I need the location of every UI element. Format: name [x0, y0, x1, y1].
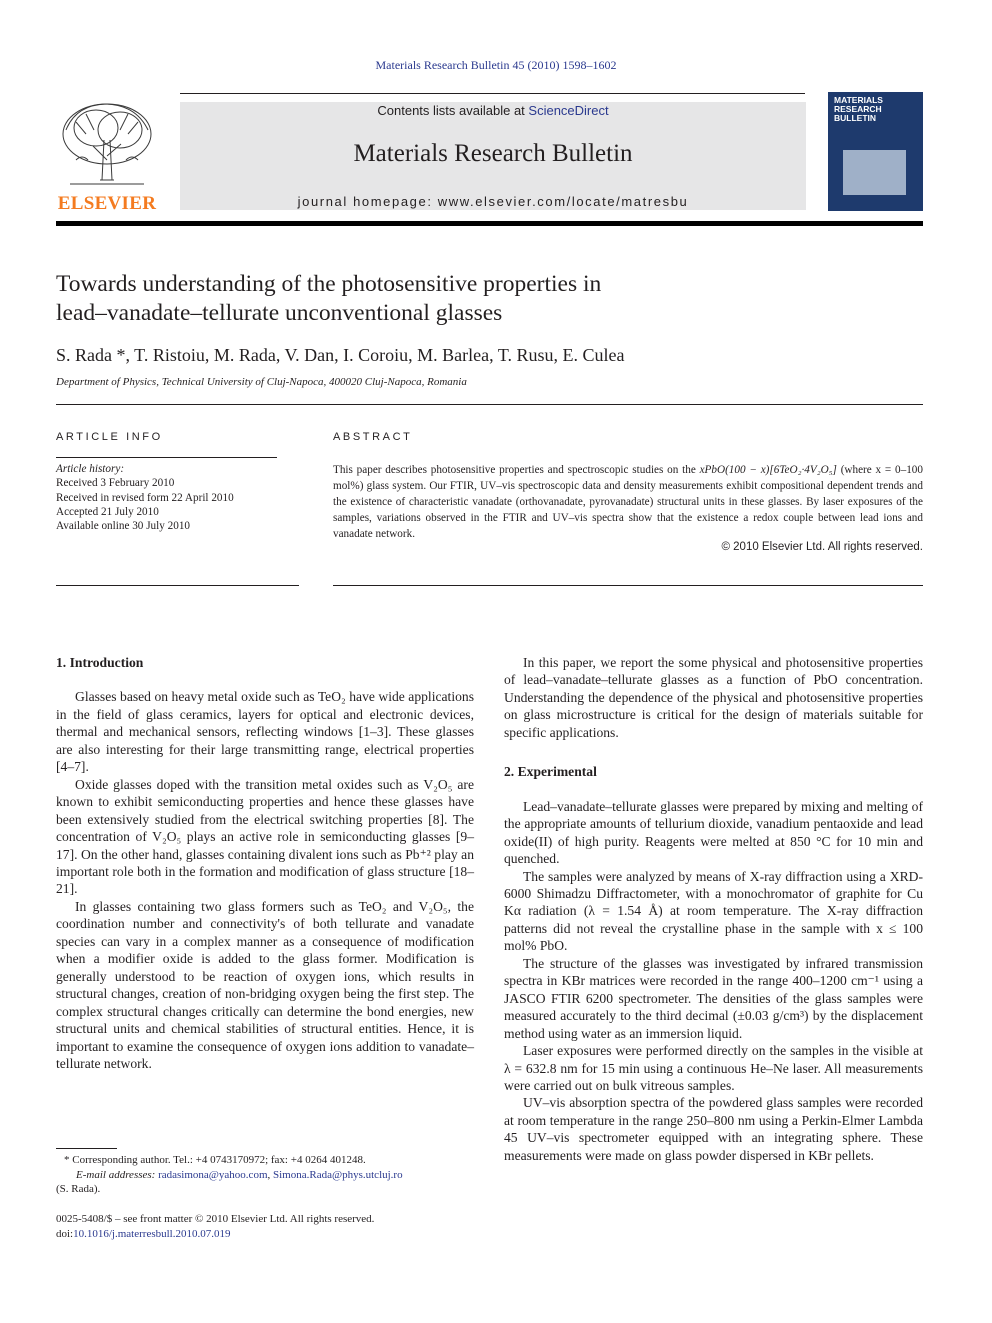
- abstract-copyright: © 2010 Elsevier Ltd. All rights reserved.: [721, 541, 923, 553]
- elsevier-tree-logo: [56, 100, 158, 192]
- received-date: Received 3 February 2010: [56, 477, 175, 490]
- publisher-logo-text: ELSEVIER: [57, 193, 157, 214]
- doi-link[interactable]: 10.1016/j.materresbull.2010.07.019: [73, 1227, 231, 1240]
- online-date: Available online 30 July 2010: [56, 520, 191, 533]
- footnote-name: (S. Rada).: [56, 1183, 101, 1195]
- divider: [56, 404, 923, 405]
- email-separator: ,: [267, 1168, 273, 1181]
- accepted-date: Accepted 21 July 2010: [56, 505, 159, 518]
- issn-line: 0025-5408/$ – see front matter © 2010 Elsevier Ltd. All rights reserved.: [56, 1213, 375, 1225]
- cover-title-line: BULLETIN: [834, 113, 877, 123]
- header-rule: [180, 93, 805, 94]
- doi-line: [56, 1227, 556, 1242]
- paragraph: Laser exposures were performed directly on the samples in the visible at λ = 632.8 nm for 15 min using a continuous He–Ne laser. All measurements were carried out on bulk vitreous samples.: [504, 1043, 923, 1093]
- email-label: E-mail addresses:: [76, 1168, 159, 1181]
- article-title-line: Towards understanding of the photosensitive properties in: [56, 271, 602, 297]
- cover-title: [834, 96, 918, 123]
- contents-prefix: Contents lists available at: [377, 103, 529, 118]
- journal-homepage[interactable]: journal homepage: www.elsevier.com/locate/matresbu: [297, 194, 689, 209]
- history-label: Article history:: [56, 463, 125, 475]
- affiliation: Department of Physics, Technical University of Cluj-Napoca, 400020 Cluj-Napoca, Romania: [56, 376, 467, 388]
- paragraph: UV–vis absorption spectra of the powdered glass samples were recorded at room temperature in the range 250–800 nm using a Perkin-Elmer Lambda 45 UV–vis spectrometer equipped with an integrating sphere. These measurements were made on glass powder dispersed in KBr pellets.: [504, 1095, 923, 1163]
- email-link[interactable]: radasimona@yahoo.com: [158, 1168, 268, 1181]
- cover-image: [843, 150, 906, 195]
- journal-reference[interactable]: Materials Research Bulletin 45 (2010) 1598–1602: [375, 58, 617, 72]
- cover-title-line: RESEARCH: [834, 104, 882, 114]
- divider: [56, 457, 277, 458]
- footnote-rule: [56, 1148, 117, 1149]
- paragraph: Oxide glasses doped with the transition metal oxides such as V₂O₅ are known to exhibit semiconducting properties and hence these glasses have been extensively studied from the electrical switching properties [8]. The concentration of V₂O₅ plays an active role in semiconducting glasses [9–17]. On the other hand, glasses containing divalent ions such as Pb⁺² play an important role both in the formation and modification of glass structure [18–21].: [56, 776, 474, 897]
- author-list: S. Rada *, T. Ristoiu, M. Rada, V. Dan, I. Coroiu, M. Barlea, T. Rusu, E. Culea: [56, 345, 625, 365]
- article-title-line: lead–vanadate–tellurate unconventional glasses: [56, 300, 503, 326]
- paragraph: In glasses containing two glass formers such as TeO₂ and V₂O₅, the coordination number and connectivity's of both tellurate and vanadate species can vary in a complex manner as a consequence of modification when a modifier oxide is added to the glass former. Modification is generally understood to be reaction of oxygen ions, which results in structural changes, creation of non-bridging oxygen being the first step. The complex structural changes critically can determine the bond energies, new structural units and chemical stabilities of structural entities. Hence, it is important to examine the consequence of oxygen ions addition to vanadate–tellurate network.: [56, 898, 474, 1071]
- footnote: [56, 1153, 476, 1197]
- header-thick-rule: [56, 221, 923, 226]
- email-link[interactable]: Simona.Rada@phys.utcluj.ro: [273, 1168, 403, 1181]
- paragraph: The samples were analyzed by means of X-ray diffraction using a XRD-6000 Shimadzu Diffractometer, with a monochromator of graphite for Cu Kα radiation (λ = 1.54 Å) at room temperature. The X-ray diffraction patterns did not reveal the crystalline phase in the sample with x ≤ 100 mol% PbO.: [504, 868, 923, 954]
- abstract-text: [333, 462, 923, 542]
- divider: [333, 585, 923, 586]
- abstract-text-a: This paper describes photosensitive properties and spectroscopic studies on the: [333, 464, 700, 476]
- section-heading: 1. Introduction: [56, 655, 144, 670]
- email-line: [56, 1168, 476, 1183]
- revised-date: Received in revised form 22 April 2010: [56, 491, 234, 504]
- journal-title: Materials Research Bulletin: [353, 140, 633, 167]
- abstract-heading: ABSTRACT: [333, 431, 413, 443]
- article-title: [56, 270, 816, 328]
- front-matter: [56, 1212, 556, 1241]
- paragraph: Glasses based on heavy metal oxide such as TeO₂ have wide applications in the field of glass ceramics, layers for optical and electronic devices, thermal and mechanical sensors, reflecting windows [1–3]. These glasses are also interesting for their large transmitting range, electrical properties [4–7].: [56, 689, 474, 775]
- right-column: [504, 654, 923, 1164]
- cover-title-line: MATERIALS: [834, 95, 883, 105]
- paragraph: In this paper, we report the some physical and photosensitive properties of lead–vanadate–tellurate glasses as a function of PbO concentration. Understanding the dependence of the physical and photosensitive properties on glass microstructure is critical for the design of materials suitable for specific applications.: [504, 655, 923, 740]
- corresponding-author: * Corresponding author. Tel.: +4 0743170972; fax: +4 0264 401248.: [64, 1154, 366, 1166]
- divider: [56, 585, 299, 586]
- abstract-text-b: (where x = 0–100 mol%) glass system. Our FTIR, UV–vis spectroscopic data and density measurements exhibit compositional dependent trends and the existence of characteristic vanadate (orthovanadate, pyrovanadate) structural units in these glasses. By laser exposures of the samples, variations observed in the FTIR and UV–vis spectra show that the existence a redox couple between lead ions and vanadate network.: [333, 464, 923, 540]
- abstract-formula: xPbO(100 − x)[6TeO₂·4V₂O₅]: [699, 464, 837, 476]
- paragraph: The structure of the glasses was investigated by infrared transmission spectra in KBr matrices were recorded in the range 400–1200 cm⁻¹ using a JASCO FTIR 6200 spectrometer. The densities of the glass samples were measured accurately to the third decimal (±0.03 g/cm³) by the displacement method using water as an immersion liquid.: [504, 955, 923, 1041]
- paragraph: Lead–vanadate–tellurate glasses were prepared by mixing and melting of the appropriate amounts of tellurium dioxide, vanadium pentaoxide and lead oxide(II) of high purity. Reagents were melted at 850 °C for 10 min and quenched.: [504, 798, 923, 867]
- article-info-heading: ARTICLE INFO: [56, 431, 163, 443]
- left-column: [56, 654, 474, 1072]
- section-heading: 2. Experimental: [504, 764, 597, 780]
- contents-line: [180, 103, 806, 118]
- article-history: [56, 462, 286, 533]
- doi-label: doi:: [56, 1227, 74, 1240]
- sciencedirect-link[interactable]: ScienceDirect: [528, 103, 609, 118]
